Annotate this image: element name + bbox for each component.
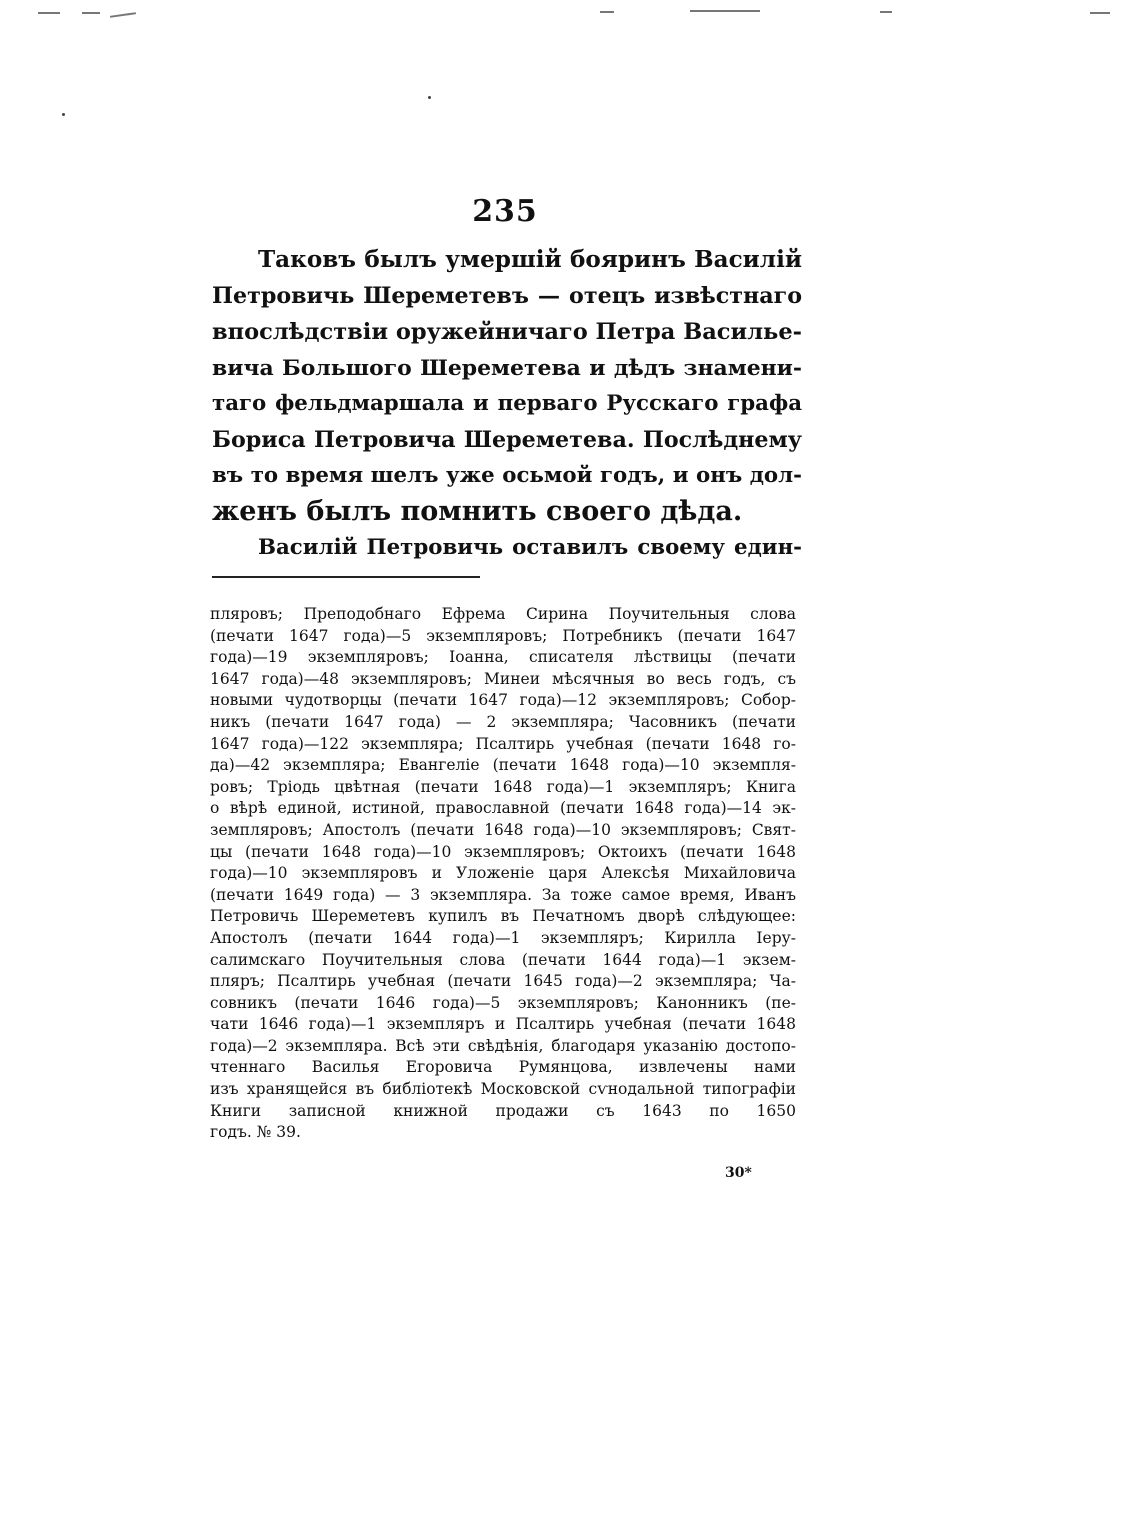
text-line: Петровичь Шереметевъ — отецъ извѣстнаго <box>212 283 802 309</box>
footnote-line: пляръ; Псалтирь учебная (печати 1645 года)—2 экземпляра; Ча- <box>210 972 796 991</box>
text-line: вича Большого Шереметева и дѣдъ знамени- <box>212 355 802 381</box>
signature-mark: 30* <box>725 1165 752 1181</box>
footnote-line: (печати 1647 года)—5 экземпляровъ; Потребникъ (печати 1647 <box>210 626 796 645</box>
footnote-line: да)—42 экземпляра; Евангеліе (печати 1648 года)—10 экземпля- <box>210 756 796 775</box>
text-line: Бориса Петровича Шереметева. Послѣднему <box>212 427 802 453</box>
scan-artifact <box>880 11 892 13</box>
scan-artifact <box>690 10 760 12</box>
text-line: въ то время шелъ уже осьмой годъ, и онъ дол- <box>212 463 802 488</box>
footnote-line: новыми чудотворцы (печати 1647 года)—12 экземпляровъ; Собор- <box>210 691 796 710</box>
footnote-line: о вѣрѣ единой, истиной, православной (печати 1648 года)—14 эк- <box>210 799 796 818</box>
footnote-line: изъ хранящейся въ библіотекѣ Московской сѵнодальной типографіи <box>210 1080 796 1099</box>
text-line: впослѣдствіи оружейничаго Петра Василье- <box>212 319 802 345</box>
text-line: женъ былъ помнить своего дѣда. <box>212 496 743 527</box>
footnote-line: Книги записной книжной продажи съ 1643 по 1650 <box>210 1101 796 1120</box>
main-text <box>212 242 802 566</box>
scan-artifact <box>110 12 136 18</box>
footnote-line: ровъ; Тріодь цвѣтная (печати 1648 года)—1 экземпляръ; Книга <box>210 777 796 796</box>
page-number: 235 <box>472 194 538 229</box>
footnote-line: совникъ (печати 1646 года)—5 экземпляровъ; Канонникъ (пе- <box>210 993 796 1012</box>
scan-speck <box>62 113 65 116</box>
footnote-line: (печати 1649 года) — 3 экземпляра. За тоже самое время, Иванъ <box>210 885 796 904</box>
footnote-line: Апостолъ (печати 1644 года)—1 экземпляръ; Кирилла Іеру- <box>210 928 796 947</box>
footnote-line: года)—19 экземпляровъ; Іоанна, списателя лѣствицы (печати <box>210 648 796 667</box>
scan-artifact <box>38 12 60 14</box>
footnote-line: цы (печати 1648 года)—10 экземпляровъ; Октоихъ (печати 1648 <box>210 842 796 861</box>
text-line: Таковъ былъ умершій бояринъ Василій <box>258 246 802 273</box>
scan-artifact <box>600 11 614 13</box>
footnote-line: Петровичь Шереметевъ купилъ въ Печатномъ дворѣ слѣдующее: <box>210 907 796 926</box>
footnote-line: 1647 года)—48 экземпляровъ; Минеи мѣсячныя во весь годъ, съ <box>210 669 796 688</box>
footnote-line: года)—2 экземпляра. Всѣ эти свѣдѣнія, благодаря указанію достопо- <box>210 1036 796 1055</box>
footnote-line: чати 1646 года)—1 экземпляръ и Псалтирь учебная (печати 1648 <box>210 1015 796 1034</box>
footnote-separator <box>212 576 480 578</box>
footnote-line: салимскаго Поучительныя слова (печати 1644 года)—1 экзем- <box>210 950 796 969</box>
footnote-line: земпляровъ; Апостолъ (печати 1648 года)—10 экземпляровъ; Свят- <box>210 820 796 839</box>
footnote-line: 1647 года)—122 экземпляра; Псалтирь учебная (печати 1648 го- <box>210 734 796 753</box>
text-line: таго фельдмаршала и перваго Русскаго графа <box>212 391 802 416</box>
footnote-line: года)—10 экземпляровъ и Уложеніе царя Алексѣя Михайловича <box>210 864 796 883</box>
footnote-line: никъ (печати 1647 года) — 2 экземпляра; Часовникъ (печати <box>210 712 796 731</box>
scan-artifact <box>82 12 100 14</box>
text-line: Василій Петровичь оставилъ своему един- <box>258 535 802 560</box>
footnote-line: годъ. № 39. <box>210 1123 301 1142</box>
footnote-line: чтеннаго Василья Егоровича Румянцова, извлечены нами <box>210 1058 796 1077</box>
scan-speck <box>428 96 431 99</box>
footnote <box>210 604 796 1144</box>
scan-artifact <box>1090 12 1110 14</box>
footnote-line: пляровъ; Преподобнаго Ефрема Сирина Поучительныя слова <box>210 605 796 623</box>
